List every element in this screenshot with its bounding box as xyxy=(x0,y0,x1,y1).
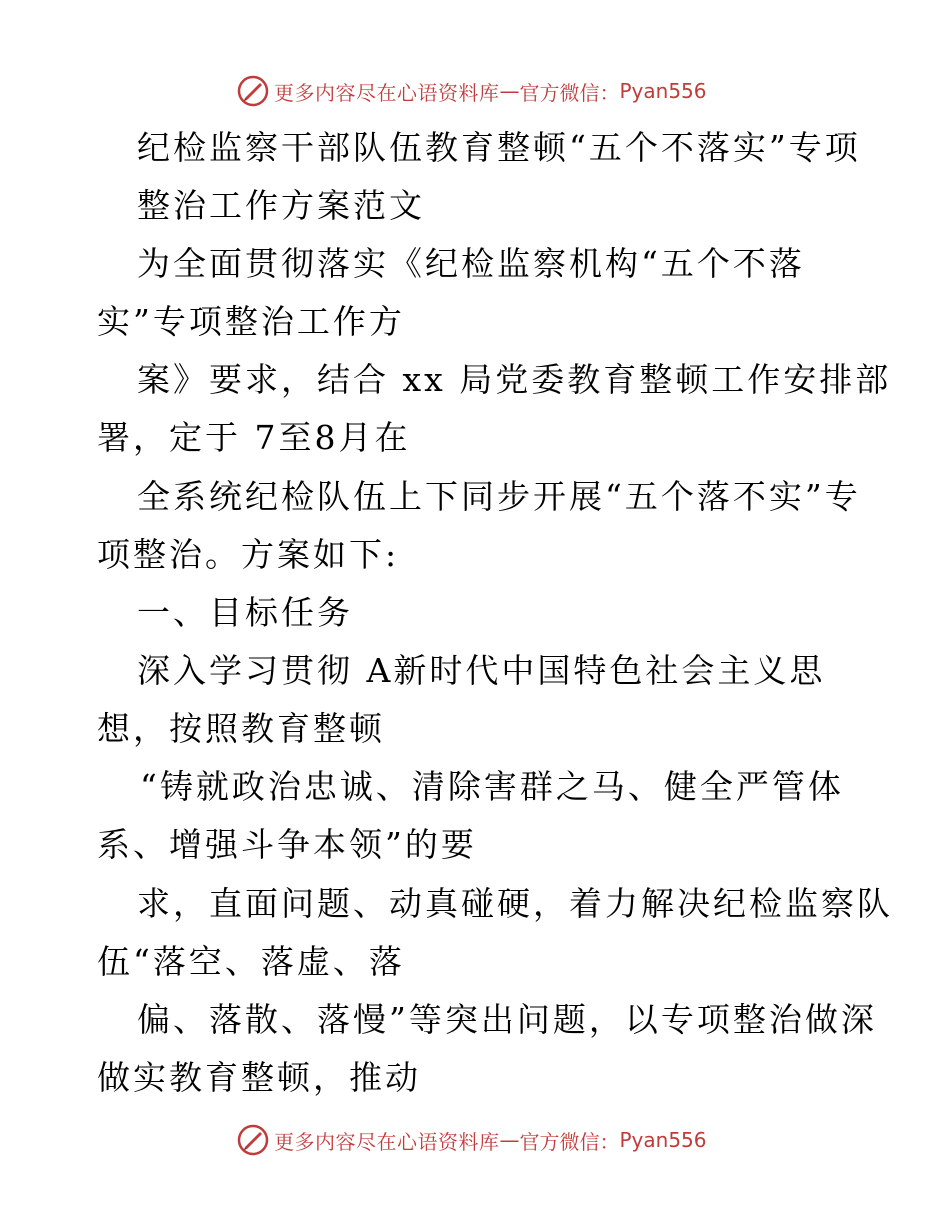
watermark-dash: — xyxy=(499,79,520,103)
body-line: 项整治。方案如下: xyxy=(97,535,400,574)
watermark-sub-text: 官方微信： xyxy=(519,80,620,105)
watermark-banner-bottom xyxy=(236,1120,707,1160)
body-line: 伍“落空、落虚、落 xyxy=(97,942,405,981)
body-line: 全系统纪检队伍上下同步开展“五个落不实”专 xyxy=(137,477,861,516)
watermark-dash: — xyxy=(499,1128,520,1152)
body-line: 做实教育整顿，推动 xyxy=(97,1058,421,1097)
body-line: 求，直面问题、动真碰硬，着力解决纪检监察队 xyxy=(137,884,893,923)
body-line: 系、增强斗争本领”的要 xyxy=(97,825,477,864)
title-line-1: 纪检监察干部队伍教育整顿“五个不落实”专项 xyxy=(137,128,861,167)
body-line: 为全面贯彻落实《纪检监察机构“五个不落 xyxy=(137,244,805,283)
watermark-sub-text: 官方微信： xyxy=(519,1129,620,1154)
section-heading: 一、目标任务 xyxy=(137,593,353,632)
watermark-main-text: 更多内容尽在心语资料库 xyxy=(274,80,500,105)
title-line-2: 整治工作方案范文 xyxy=(137,186,425,225)
body-line: 案》要求，结合 xx 局党委教育整顿工作安排部 xyxy=(137,360,892,399)
watermark-main-text: 更多内容尽在心语资料库 xyxy=(274,1129,500,1154)
body-line: 实”专项整治工作方 xyxy=(97,302,405,341)
body-line: 深入学习贯彻 A新时代中国特色社会主义思 xyxy=(137,651,826,690)
quill-pen-seal-icon xyxy=(236,1123,270,1157)
watermark-id: Pyan556 xyxy=(619,1128,707,1152)
body-line: “铸就政治忠诚、清除害群之马、健全严管体 xyxy=(140,767,844,806)
body-line: 想，按照教育整顿 xyxy=(97,709,385,748)
body-line: 署，定于 7至8月在 xyxy=(97,418,411,457)
body-line: 偏、落散、落慢”等突出问题，以专项整治做深 xyxy=(137,1000,877,1039)
watermark-id: Pyan556 xyxy=(619,79,707,103)
